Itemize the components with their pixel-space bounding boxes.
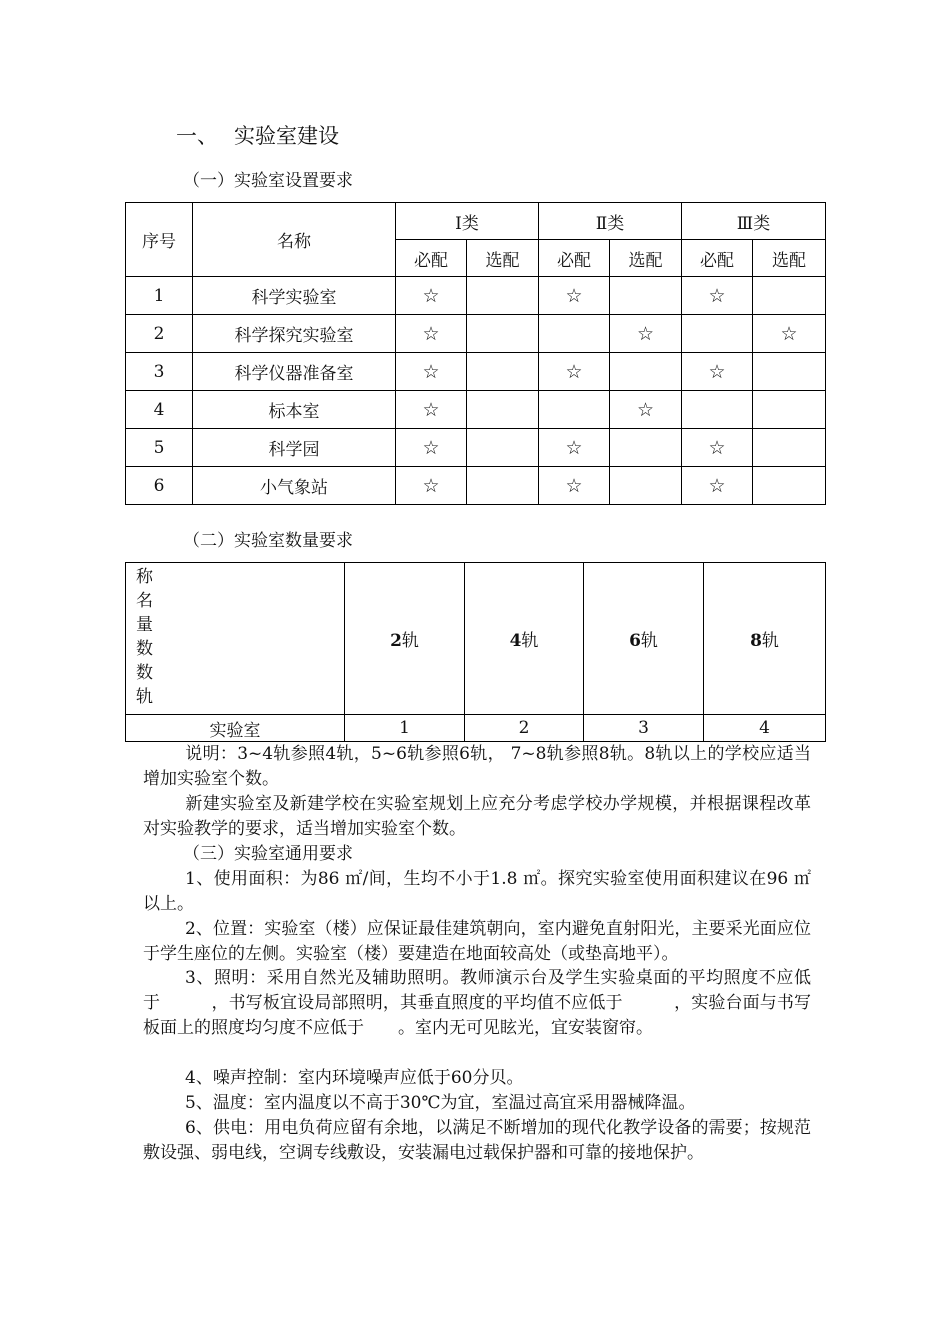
star-mark: [539, 391, 610, 429]
star-mark: ☆: [396, 429, 467, 467]
section-title: 实验室建设: [234, 124, 339, 148]
header-required: 必配: [682, 240, 753, 277]
star-mark: ☆: [610, 391, 682, 429]
track-number: 2: [390, 631, 402, 651]
table-row: [126, 429, 826, 467]
track-unit: 轨: [640, 631, 658, 651]
area-paragraph: [143, 867, 811, 917]
lighting-paragraph: [143, 966, 811, 1041]
star-mark: [610, 467, 682, 505]
star-mark: ☆: [539, 467, 610, 505]
star-mark: ☆: [396, 391, 467, 429]
location-text: 2、位置：实验室（楼）应保证最佳建筑朝向，室内避免直射阳光，主要采光面应位于学生座位的左侧。实验室（楼）要建造在地面较高处（或垫高地平）。: [143, 919, 811, 964]
star-mark: ☆: [682, 429, 753, 467]
star-mark: [753, 429, 826, 467]
lighting-text: 3、照明：采用自然光及辅助照明。教师演示台及学生实验桌面的平均照度不应低于 ，书写板宜设局部照明，其垂直照度的平均值不应低于 ，实验台面与书写板面上的照度均匀度不应低于 。室内无可见眩光，宜安装窗帘。: [143, 968, 811, 1038]
header-class-2: Ⅱ类: [539, 203, 682, 240]
star-mark: [682, 391, 753, 429]
subheading-settings: （一）实验室设置要求: [183, 171, 353, 191]
star-mark: ☆: [753, 315, 826, 353]
table-row: [126, 715, 826, 742]
star-mark: [610, 429, 682, 467]
star-mark: ☆: [396, 277, 467, 315]
star-mark: [682, 315, 753, 353]
header-optional: 选配: [753, 240, 826, 277]
temperature-paragraph: [143, 1091, 811, 1116]
row-name: 标本室: [193, 391, 396, 429]
lab-count: 4: [704, 715, 826, 742]
star-mark: [539, 315, 610, 353]
table-row: [126, 315, 826, 353]
corner-char: 量: [136, 615, 153, 635]
star-mark: ☆: [682, 353, 753, 391]
note-text: 说明：3~4轨参照4轨，5~6轨参照6轨， 7~8轨参照8轨。8轨以上的学校应适当增加实验室个数。: [143, 744, 811, 789]
track-number: 8: [750, 631, 762, 651]
row-label: 实验室: [126, 715, 345, 742]
star-mark: [467, 429, 539, 467]
star-mark: ☆: [396, 315, 467, 353]
row-name: 科学实验室: [193, 277, 396, 315]
star-mark: ☆: [539, 277, 610, 315]
corner-char: 称: [136, 567, 153, 587]
header-name: 名称: [193, 203, 396, 277]
location-paragraph: [143, 917, 811, 967]
corner-char: 数: [136, 639, 153, 659]
star-mark: [610, 277, 682, 315]
track-unit: 轨: [401, 631, 419, 651]
lab-count: 1: [345, 715, 465, 742]
header-required: 必配: [396, 240, 467, 277]
star-mark: [610, 353, 682, 391]
row-seq: 5: [126, 429, 193, 467]
track-unit: 轨: [761, 631, 779, 651]
table-row: [126, 467, 826, 505]
row-name: 科学探究实验室: [193, 315, 396, 353]
row-seq: 3: [126, 353, 193, 391]
track-header: [584, 563, 704, 715]
corner-header: [126, 563, 345, 715]
corner-char: 数: [136, 663, 153, 683]
star-mark: [467, 277, 539, 315]
star-mark: [753, 391, 826, 429]
star-mark: ☆: [682, 277, 753, 315]
star-mark: [753, 353, 826, 391]
header-class-3: Ⅲ类: [682, 203, 826, 240]
corner-char: 名: [136, 591, 153, 611]
star-mark: ☆: [539, 429, 610, 467]
header-required: 必配: [539, 240, 610, 277]
track-unit: 轨: [521, 631, 539, 651]
star-mark: [467, 353, 539, 391]
track-header: [704, 563, 826, 715]
track-header: [465, 563, 584, 715]
star-mark: ☆: [539, 353, 610, 391]
row-name: 小气象站: [193, 467, 396, 505]
star-mark: [467, 315, 539, 353]
row-seq: 1: [126, 277, 193, 315]
row-seq: 4: [126, 391, 193, 429]
section-heading: [176, 120, 339, 150]
star-mark: [467, 467, 539, 505]
track-number: 4: [509, 631, 522, 651]
new-build-text: 新建实验室及新建学校在实验室规划上应充分考虑学校办学规模，并根据课程改革对实验教学的要求，适当增加实验室个数。: [143, 794, 811, 839]
table-row: [126, 391, 826, 429]
star-mark: [753, 467, 826, 505]
note-paragraph: [143, 742, 811, 792]
lab-count: 3: [584, 715, 704, 742]
section-number: 一、: [176, 124, 218, 148]
star-mark: ☆: [396, 353, 467, 391]
power-text: 6、供电：用电负荷应留有余地，以满足不断增加的现代化教学设备的需要；按规范敷设强、弱电线，空调专线敷设，安装漏电过载保护器和可靠的接地保护。: [143, 1118, 811, 1163]
table-row: [126, 353, 826, 391]
header-seq: 序号: [126, 203, 193, 277]
row-seq: 6: [126, 467, 193, 505]
subheading-general: （三）实验室通用要求: [183, 844, 353, 864]
lab-quantity-table: [125, 562, 826, 742]
row-seq: 2: [126, 315, 193, 353]
lab-count: 2: [465, 715, 584, 742]
row-name: 科学园: [193, 429, 396, 467]
row-name: 科学仪器准备室: [193, 353, 396, 391]
header-class-1: Ⅰ类: [396, 203, 539, 240]
star-mark: [753, 277, 826, 315]
area-text: 1、使用面积：为86 ㎡/间，生均不小于1.8 ㎡。探究实验室使用面积建议在96 ㎡以上。: [143, 869, 811, 914]
temperature-text: 5、温度：室内温度以不高于30℃为宜，室温过高宜采用器械降温。: [185, 1093, 696, 1113]
new-build-paragraph: [143, 792, 811, 842]
star-mark: [467, 391, 539, 429]
noise-paragraph: [143, 1066, 811, 1091]
corner-char: 轨: [136, 687, 153, 707]
header-optional: 选配: [467, 240, 539, 277]
noise-text: 4、噪声控制：室内环境噪声应低于60分贝。: [185, 1068, 524, 1088]
lab-settings-table: [125, 202, 826, 505]
track-number: 6: [629, 631, 641, 651]
header-optional: 选配: [610, 240, 682, 277]
table-row: [126, 277, 826, 315]
star-mark: ☆: [682, 467, 753, 505]
star-mark: ☆: [610, 315, 682, 353]
track-header: [345, 563, 465, 715]
subheading-quantity: （二）实验室数量要求: [183, 531, 353, 551]
star-mark: ☆: [396, 467, 467, 505]
power-paragraph: [143, 1116, 811, 1166]
